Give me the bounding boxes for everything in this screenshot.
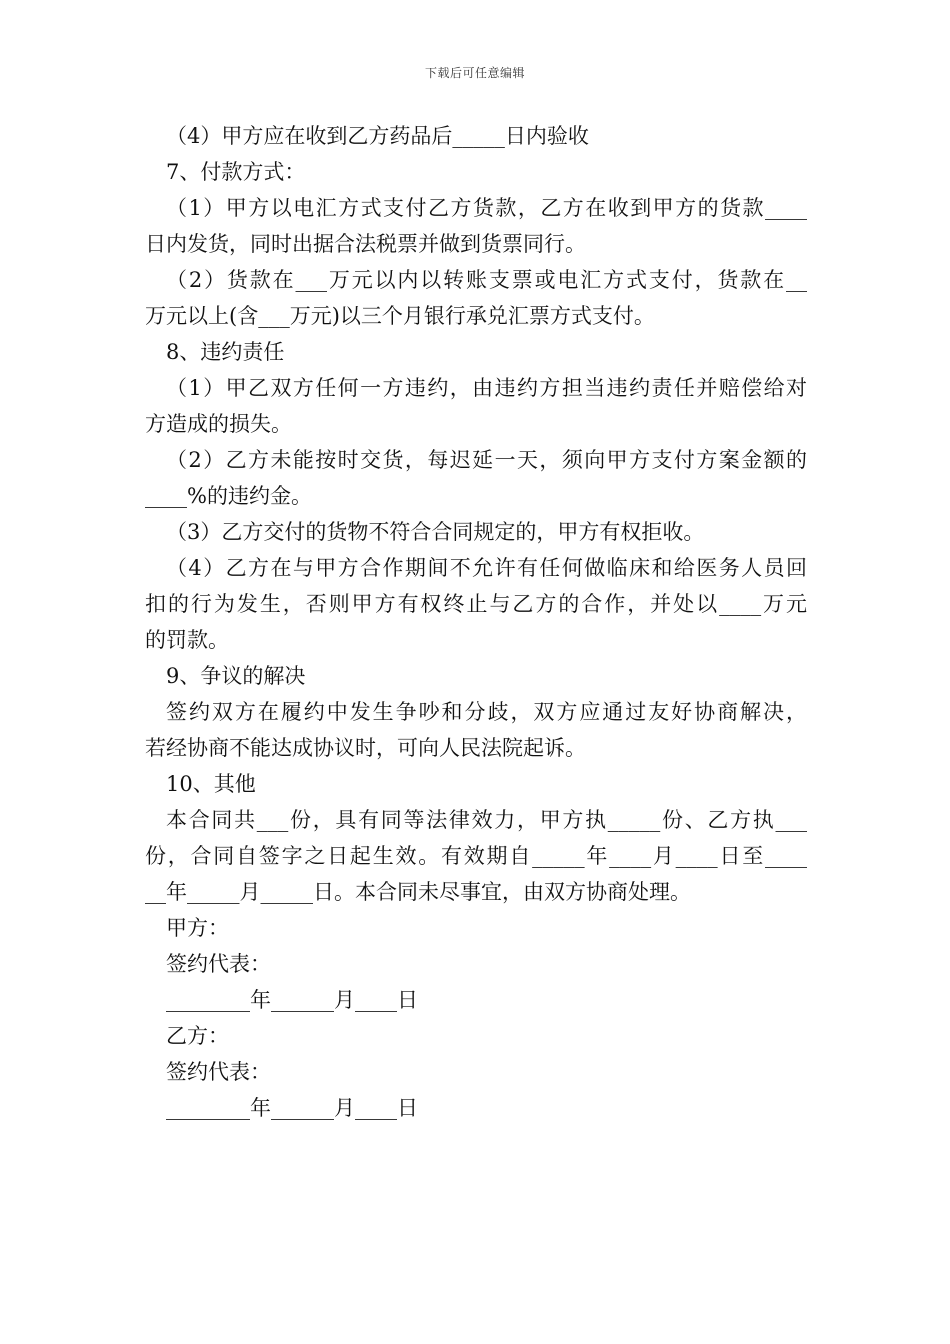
party-b-representative: 签约代表： — [166, 1060, 271, 1084]
party-a-representative: 签约代表： — [166, 952, 271, 976]
party-a-date: ________年______月____日 — [166, 988, 418, 1012]
clause-8-3: （3）乙方交付的货物不符合合同规定的，甲方有权拒收。 — [166, 520, 705, 544]
party-b-date: ________年______月____日 — [166, 1096, 418, 1120]
document-body — [145, 118, 807, 1126]
page-header: 下载后可任意编辑 — [424, 66, 525, 80]
clause-8-2-line2: ____%的违约金。 — [145, 484, 312, 508]
section-7-heading: 7、付款方式： — [166, 160, 306, 184]
section-10-text-line2: 份，合同自签字之日起生效。有效期自_____年____月____日至____ — [145, 844, 807, 868]
clause-8-1-line1: （1）甲乙双方任何一方违约，由违约方担当违约责任并赔偿给对 — [166, 376, 807, 400]
party-a-label: 甲方： — [166, 916, 229, 940]
section-10-text-line3: __年_____月_____日。本合同未尽事宜，由双方协商处理。 — [145, 880, 691, 904]
clause-8-2-line1: （2）乙方未能按时交货，每迟延一天，须向甲方支付方案金额的 — [166, 448, 807, 472]
clause-8-4-line1: （4）乙方在与甲方合作期间不允许有任何做临床和给医务人员回 — [166, 556, 807, 580]
section-10-text-line1: 本合同共___份，具有同等法律效力，甲方执_____份、乙方执___ — [166, 808, 807, 832]
party-b-label: 乙方： — [166, 1024, 229, 1048]
clause-7-1-line2: 日内发货，同时出据合法税票并做到货票同行。 — [145, 232, 586, 256]
clause-7-1-line1: （1）甲方以电汇方式支付乙方货款，乙方在收到甲方的货款____ — [166, 196, 807, 220]
clause-7-2-line2: 万元以上(含___万元)以三个月银行承兑汇票方式支付。 — [145, 304, 655, 328]
clause-7-2-line1: （2）货款在___万元以内以转账支票或电汇方式支付，货款在__ — [166, 268, 807, 292]
section-8-heading: 8、违约责任 — [166, 340, 285, 364]
section-9-text-line2: 若经协商不能达成协议时，可向人民法院起诉。 — [145, 736, 586, 760]
clause-8-4-line3: 的罚款。 — [145, 628, 229, 652]
section-9-heading: 9、争议的解决 — [166, 664, 306, 688]
clause-8-4-line2: 扣的行为发生，否则甲方有权终止与乙方的合作，并处以____万元 — [145, 592, 807, 616]
section-9-text-line1: 签约双方在履约中发生争吵和分歧，双方应通过友好协商解决， — [166, 700, 807, 724]
section-10-heading: 10、其他 — [166, 772, 256, 796]
clause-6-4: （4）甲方应在收到乙方药品后_____日内验收 — [166, 124, 589, 148]
clause-8-1-line2: 方造成的损失。 — [145, 412, 292, 436]
